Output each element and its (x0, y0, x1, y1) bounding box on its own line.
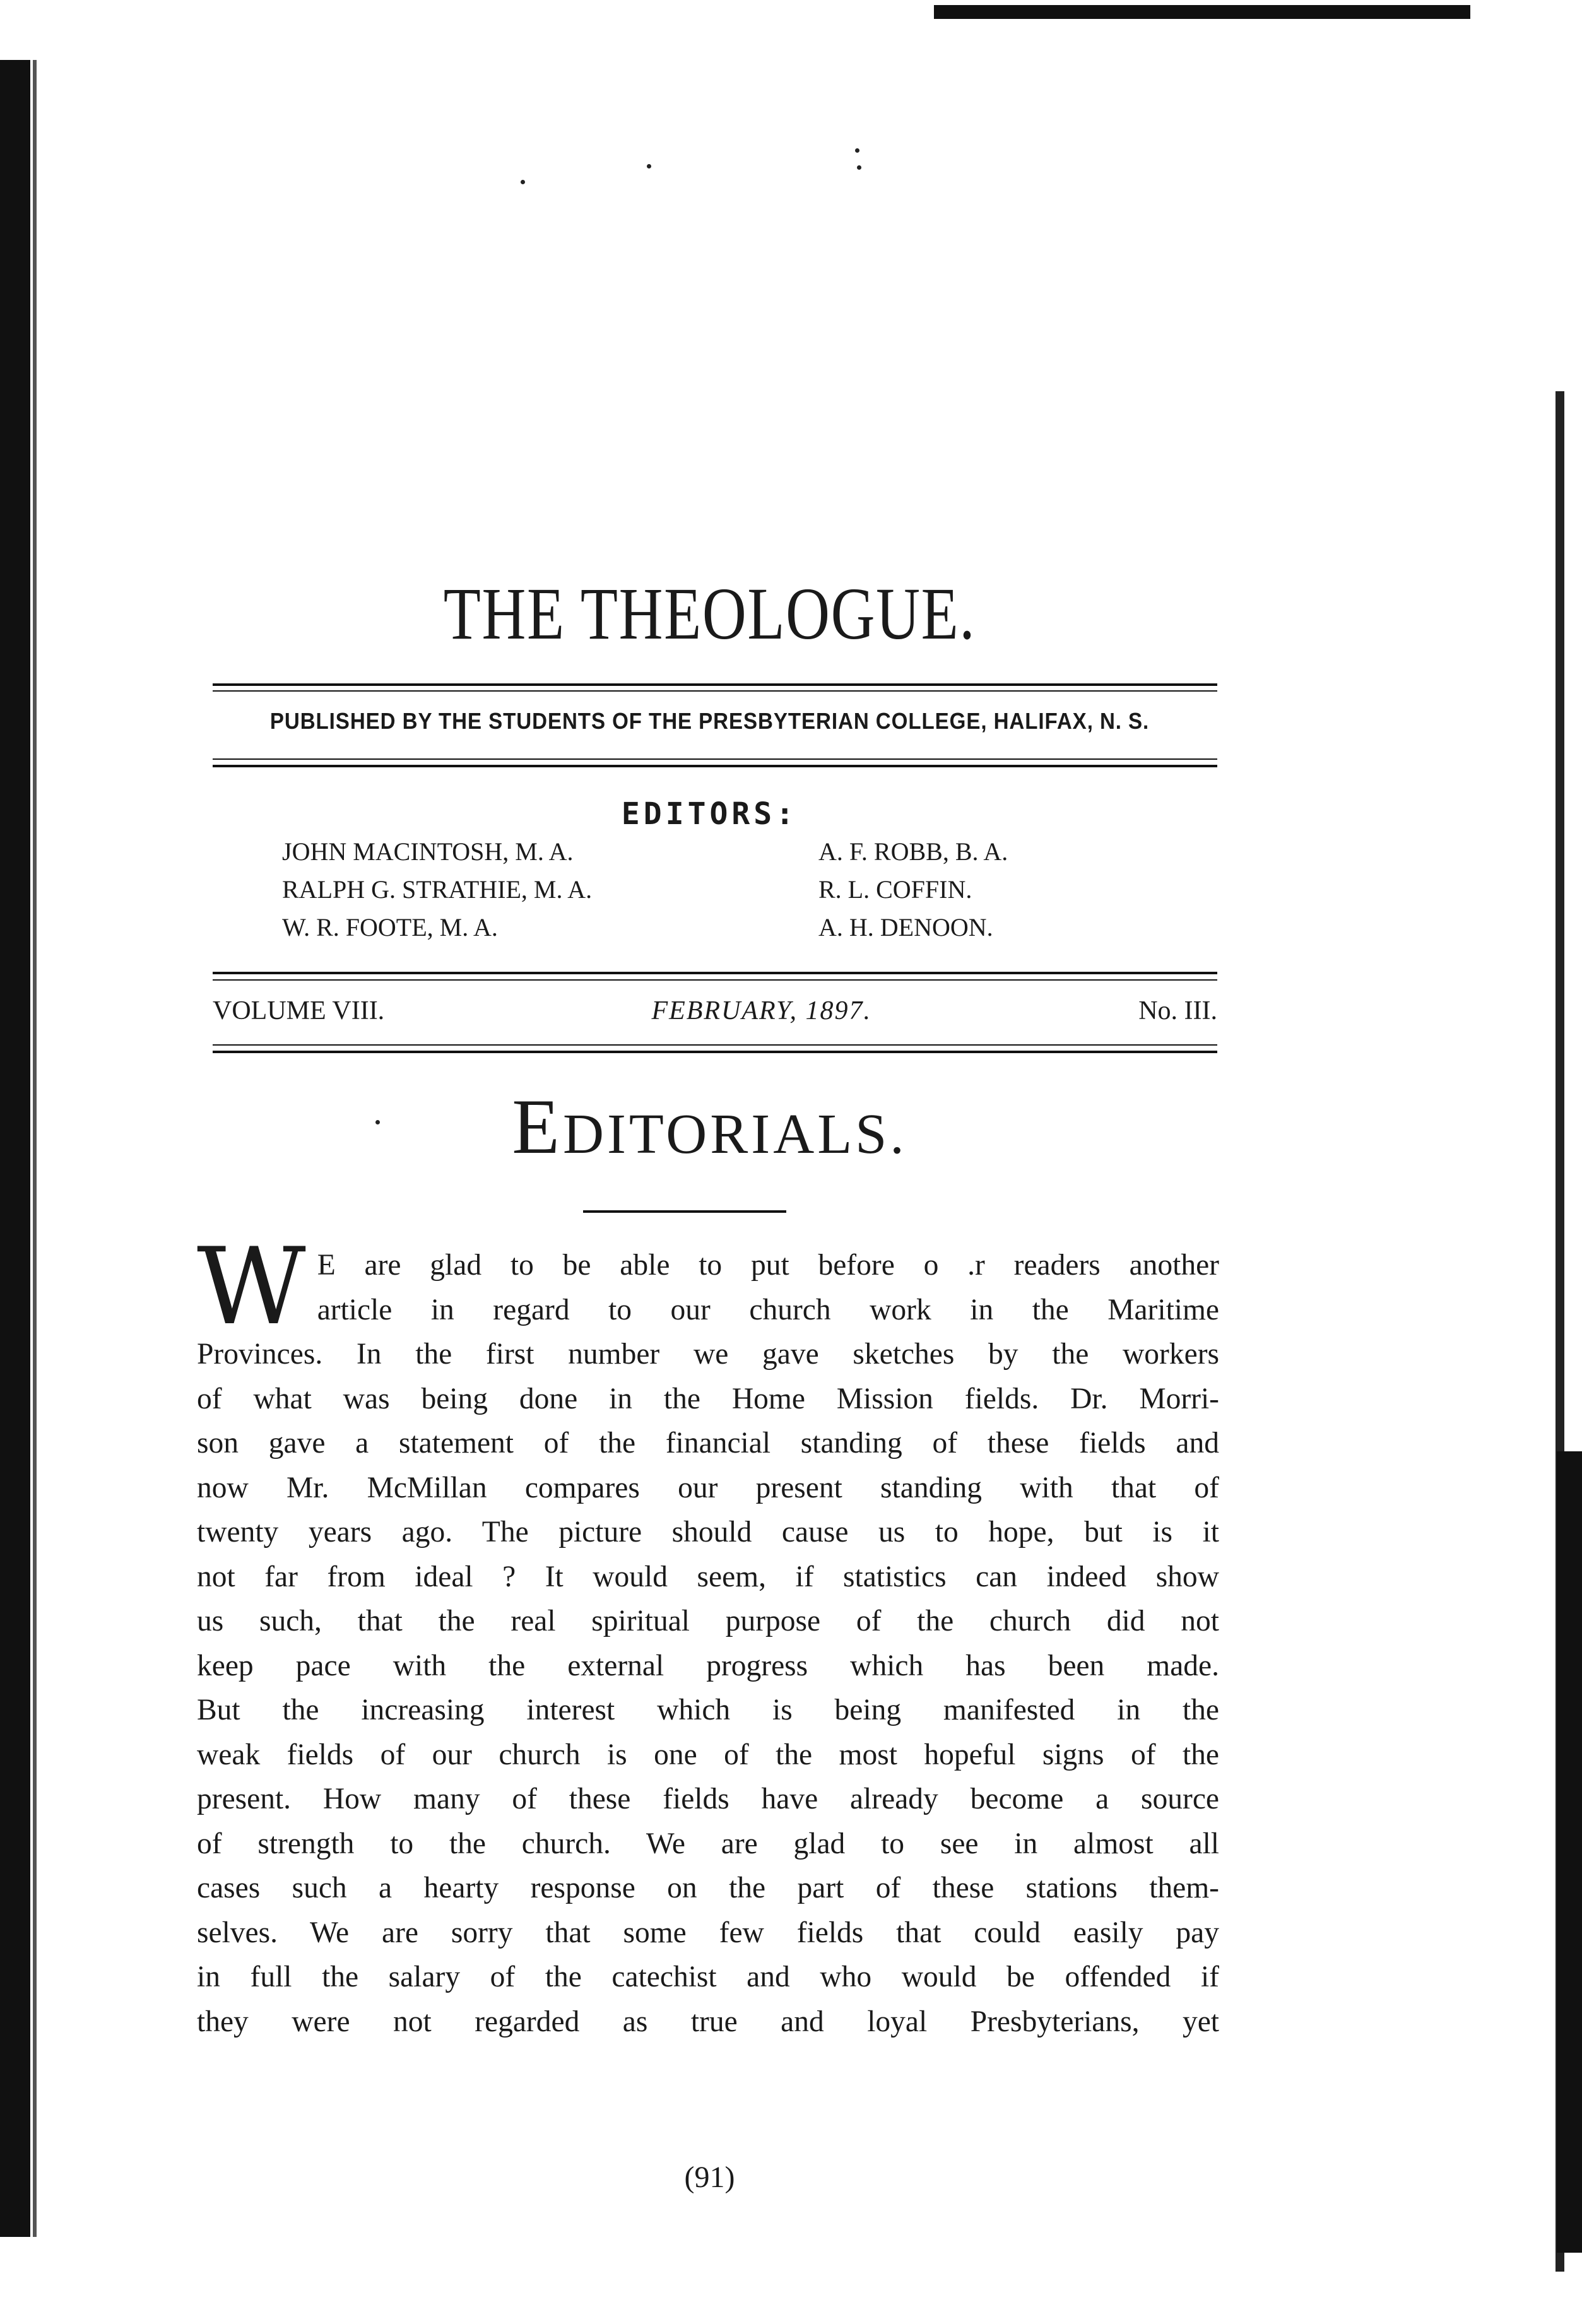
title-rule (213, 683, 1217, 686)
volume-rule-top (213, 972, 1217, 974)
scan-speck (857, 165, 861, 170)
text-line: they were not regarded as true and loyal Presbyterians, yet (197, 2005, 1219, 2038)
drop-cap: W (197, 1225, 306, 1348)
text-line: present. How many of these fields have already become a source (197, 1783, 1219, 1815)
section-title (197, 1082, 1222, 1172)
section-title-initial: E (512, 1083, 563, 1170)
scan-speck (521, 180, 525, 184)
editor-name: R. L. COFFIN. (818, 875, 972, 904)
issue-number: No. III. (1138, 996, 1217, 1025)
editor-name: JOHN MACINTOSH, M. A. (282, 837, 574, 866)
journal-title: THE THEOLOGUE. (443, 572, 976, 655)
text-line: not far from ideal ? It would seem, if statistics can indeed show (197, 1560, 1219, 1593)
scan-edge-top (934, 5, 1470, 19)
text-line: article in regard to our church work in the Maritime (317, 1293, 1219, 1326)
scan-edge-right-lower (1557, 1451, 1582, 2253)
text-line: keep pace with the external progress which has been made. (197, 1649, 1219, 1682)
section-rule (583, 1210, 786, 1213)
volume-rule-bottom (213, 1051, 1217, 1053)
editor-name: RALPH G. STRATHIE, M. A. (282, 875, 593, 904)
text-line: weak fields of our church is one of the most hopeful signs of the (197, 1738, 1219, 1771)
text-line: son gave a statement of the financial standing of these fields and (197, 1427, 1219, 1460)
editor-name: A. H. DENOON. (818, 913, 993, 941)
volume-rule-bottom-thin (213, 1044, 1217, 1046)
scan-edge-left (0, 60, 30, 2237)
text-line: us such, that the real spiritual purpose of the church did not (197, 1605, 1219, 1637)
publisher-rule (213, 765, 1217, 767)
text-line: Provinces. In the first number we gave sketches by the workers (197, 1338, 1219, 1371)
editors-list (282, 834, 1166, 945)
text-line: now Mr. McMillan compares our present standing with that of (197, 1471, 1219, 1504)
issue-info (213, 996, 1217, 1026)
text-line: of what was being done in the Home Mission fields. Dr. Morri- (197, 1382, 1219, 1415)
scan-speck (647, 164, 651, 168)
issue-date: FEBRUARY, 1897. (651, 996, 871, 1025)
title-rule-thin (213, 690, 1217, 692)
scan-speck (855, 148, 859, 153)
text-line: But the increasing interest which is being manifested in the (197, 1694, 1219, 1726)
publisher-line: PUBLISHED BY THE STUDENTS OF THE PRESBYTERIAN COLLEGE, HALIFAX, N. S. (269, 708, 1150, 734)
volume-rule-top-thin (213, 979, 1217, 981)
editorial-body (197, 1225, 1219, 2044)
section-title-text: DITORIALS. (562, 1103, 907, 1165)
editors-heading: EDITORS: (621, 796, 798, 832)
text-line: cases such a hearty response on the part of these stations them- (197, 1872, 1219, 1904)
text-line: E are glad to be able to put before o .r readers another (317, 1249, 1219, 1282)
volume-label: VOLUME VIII. (213, 996, 385, 1025)
page-number: (91) (684, 2161, 735, 2194)
text-line: twenty years ago. The picture should cause us to hope, but is it (197, 1516, 1219, 1548)
text-line: selves. We are sorry that some few fields that could easily pay (197, 1916, 1219, 1949)
editor-name: A. F. ROBB, B. A. (818, 837, 1008, 866)
text-line: of strength to the church. We are glad to see in almost all (197, 1827, 1219, 1860)
text-line: in full the salary of the catechist and who would be offended if (197, 1961, 1219, 1993)
publisher-rule-thin (213, 758, 1217, 760)
editor-name: W. R. FOOTE, M. A. (282, 913, 498, 941)
